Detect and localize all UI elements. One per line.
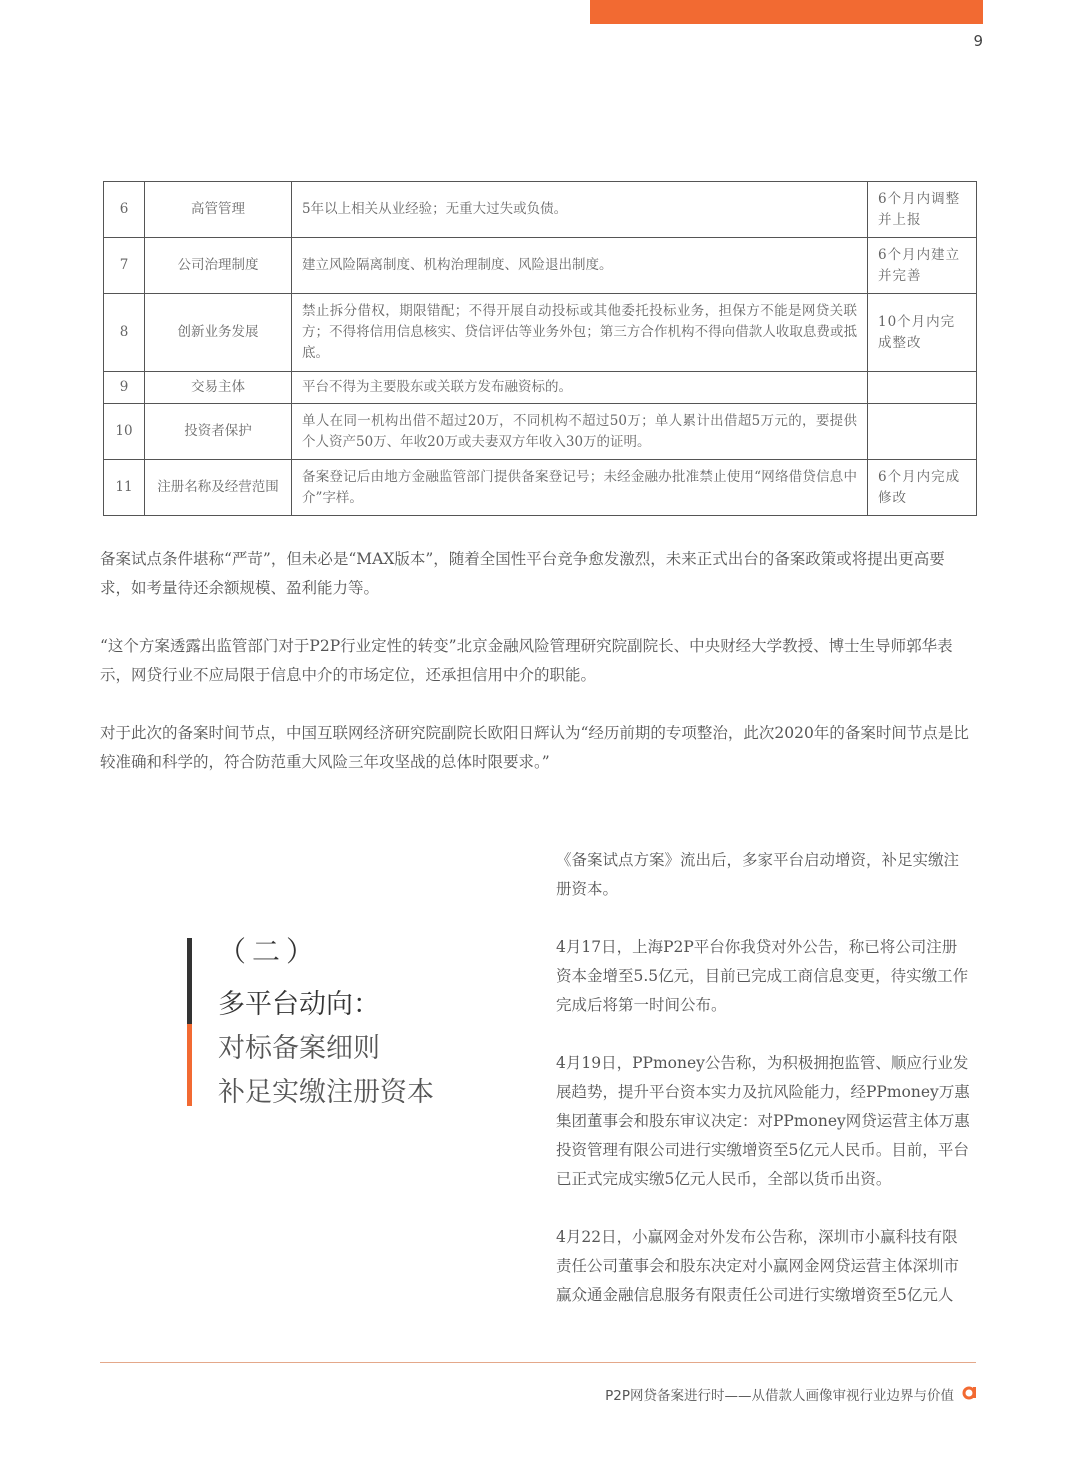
section-number: （二） <box>218 935 321 968</box>
brand-logo-icon <box>962 1384 978 1400</box>
table-row <box>104 238 977 294</box>
footer-divider <box>100 1362 976 1363</box>
section-accent-bar <box>187 938 192 1024</box>
row-deadline <box>868 404 977 460</box>
body-paragraph: 4月17日，上海P2P平台你我贷对外公告，称已将公司注册资本金增至5.5亿元，目前已完成工商信息变更，待实缴工作完成后将第一时间公布。 <box>556 938 969 1014</box>
table-row <box>104 294 977 372</box>
row-number: 10 <box>104 404 145 460</box>
section-title: 多平台动向： <box>218 989 380 1020</box>
row-requirement: 禁止拆分借权，期限错配；不得开展自动投标或其他委托投标业务，担保方不能是网贷关联方；不得将信用信息核实、贷信评估等业务外包；第三方合作机构不得向借款人收取息费或抵底。 <box>292 294 868 372</box>
row-deadline: 6个月内完成修改 <box>868 460 977 516</box>
row-deadline: 6个月内建立并完善 <box>868 238 977 294</box>
body-paragraph: “这个方案透露出监管部门对于P2P行业定性的转变”北京金融风险管理研究院副院长、中央财经大学教授、博士生导师郭华表示，网贷行业不应局限于信息中介的市场定位，还承担信用中介的职能。 <box>100 637 953 684</box>
row-number: 7 <box>104 238 145 294</box>
row-requirement: 平台不得为主要股东或关联方发布融资标的。 <box>292 372 868 404</box>
row-requirement: 单人在同一机构出借不超过20万，不同机构不超过50万；单人累计出借超5万元的，要提供个人资产50万、年收20万或夫妻双方年收入30万的证明。 <box>292 404 868 460</box>
page-number: 9 <box>973 32 983 50</box>
row-number: 6 <box>104 182 145 238</box>
row-number: 9 <box>104 372 145 404</box>
section-subtitle: 对标备案细则 <box>218 1033 380 1064</box>
row-item: 交易主体 <box>145 372 292 404</box>
row-requirement: 5年以上相关从业经验；无重大过失或负债。 <box>292 182 868 238</box>
table-row <box>104 404 977 460</box>
row-deadline: 10个月内完成整改 <box>868 294 977 372</box>
table-row <box>104 372 977 404</box>
row-item: 公司治理制度 <box>145 238 292 294</box>
row-deadline <box>868 372 977 404</box>
row-number: 11 <box>104 460 145 516</box>
header-accent-bar <box>590 0 983 24</box>
row-requirement: 备案登记后由地方金融监管部门提供备案登记号；未经金融办批准禁止使用“网络借贷信息中介”字样。 <box>292 460 868 516</box>
table-row <box>104 460 977 516</box>
policy-table <box>103 181 977 516</box>
row-item: 高管管理 <box>145 182 292 238</box>
body-paragraph: 4月22日，小赢网金对外发布公告称，深圳市小赢科技有限责任公司董事会和股东决定对小赢网金网贷运营主体深圳市赢众通金融信息服务有限责任公司进行实缴增资至5亿元人 <box>556 1228 960 1304</box>
body-paragraph: 备案试点条件堪称“严苛”，但未必是“MAX版本”，随着全国性平台竞争愈发激烈，未来正式出台的备案政策或将提出更高要求，如考量待还余额规模、盈利能力等。 <box>100 550 945 597</box>
table-row <box>104 182 977 238</box>
row-requirement: 建立风险隔离制度、机构治理制度、风险退出制度。 <box>292 238 868 294</box>
row-number: 8 <box>104 294 145 372</box>
section-accent-bar-orange <box>187 1024 192 1106</box>
row-item: 投资者保护 <box>145 404 292 460</box>
body-paragraph: 对于此次的备案时间节点，中国互联网经济研究院副院长欧阳日辉认为“经历前期的专项整治，此次2020年的备案时间节点是比较准确和科学的，符合防范重大风险三年攻坚战的总体时限要求。” <box>100 724 969 771</box>
row-deadline: 6个月内调整并上报 <box>868 182 977 238</box>
row-item: 创新业务发展 <box>145 294 292 372</box>
footer-title: P2P网贷备案进行时——从借款人画像审视行业边界与价值 <box>605 1388 954 1404</box>
body-paragraph: 4月19日，PPmoney公告称，为积极拥抱监管、顺应行业发展趋势，提升平台资本实力及抗风险能力，经PPmoney万惠集团董事会和股东审议决定：对PPmoney网贷运营主体万惠投资管理有限公司进行实缴增资至5亿元人民币。目前，平台已正式完成实缴5亿元人民币，全部以货币出资。 <box>556 1054 970 1188</box>
section-subtitle: 补足实缴注册资本 <box>218 1077 434 1108</box>
body-paragraph: 《备案试点方案》流出后，多家平台启动增资，补足实缴注册资本。 <box>556 851 960 898</box>
row-item: 注册名称及经营范围 <box>145 460 292 516</box>
